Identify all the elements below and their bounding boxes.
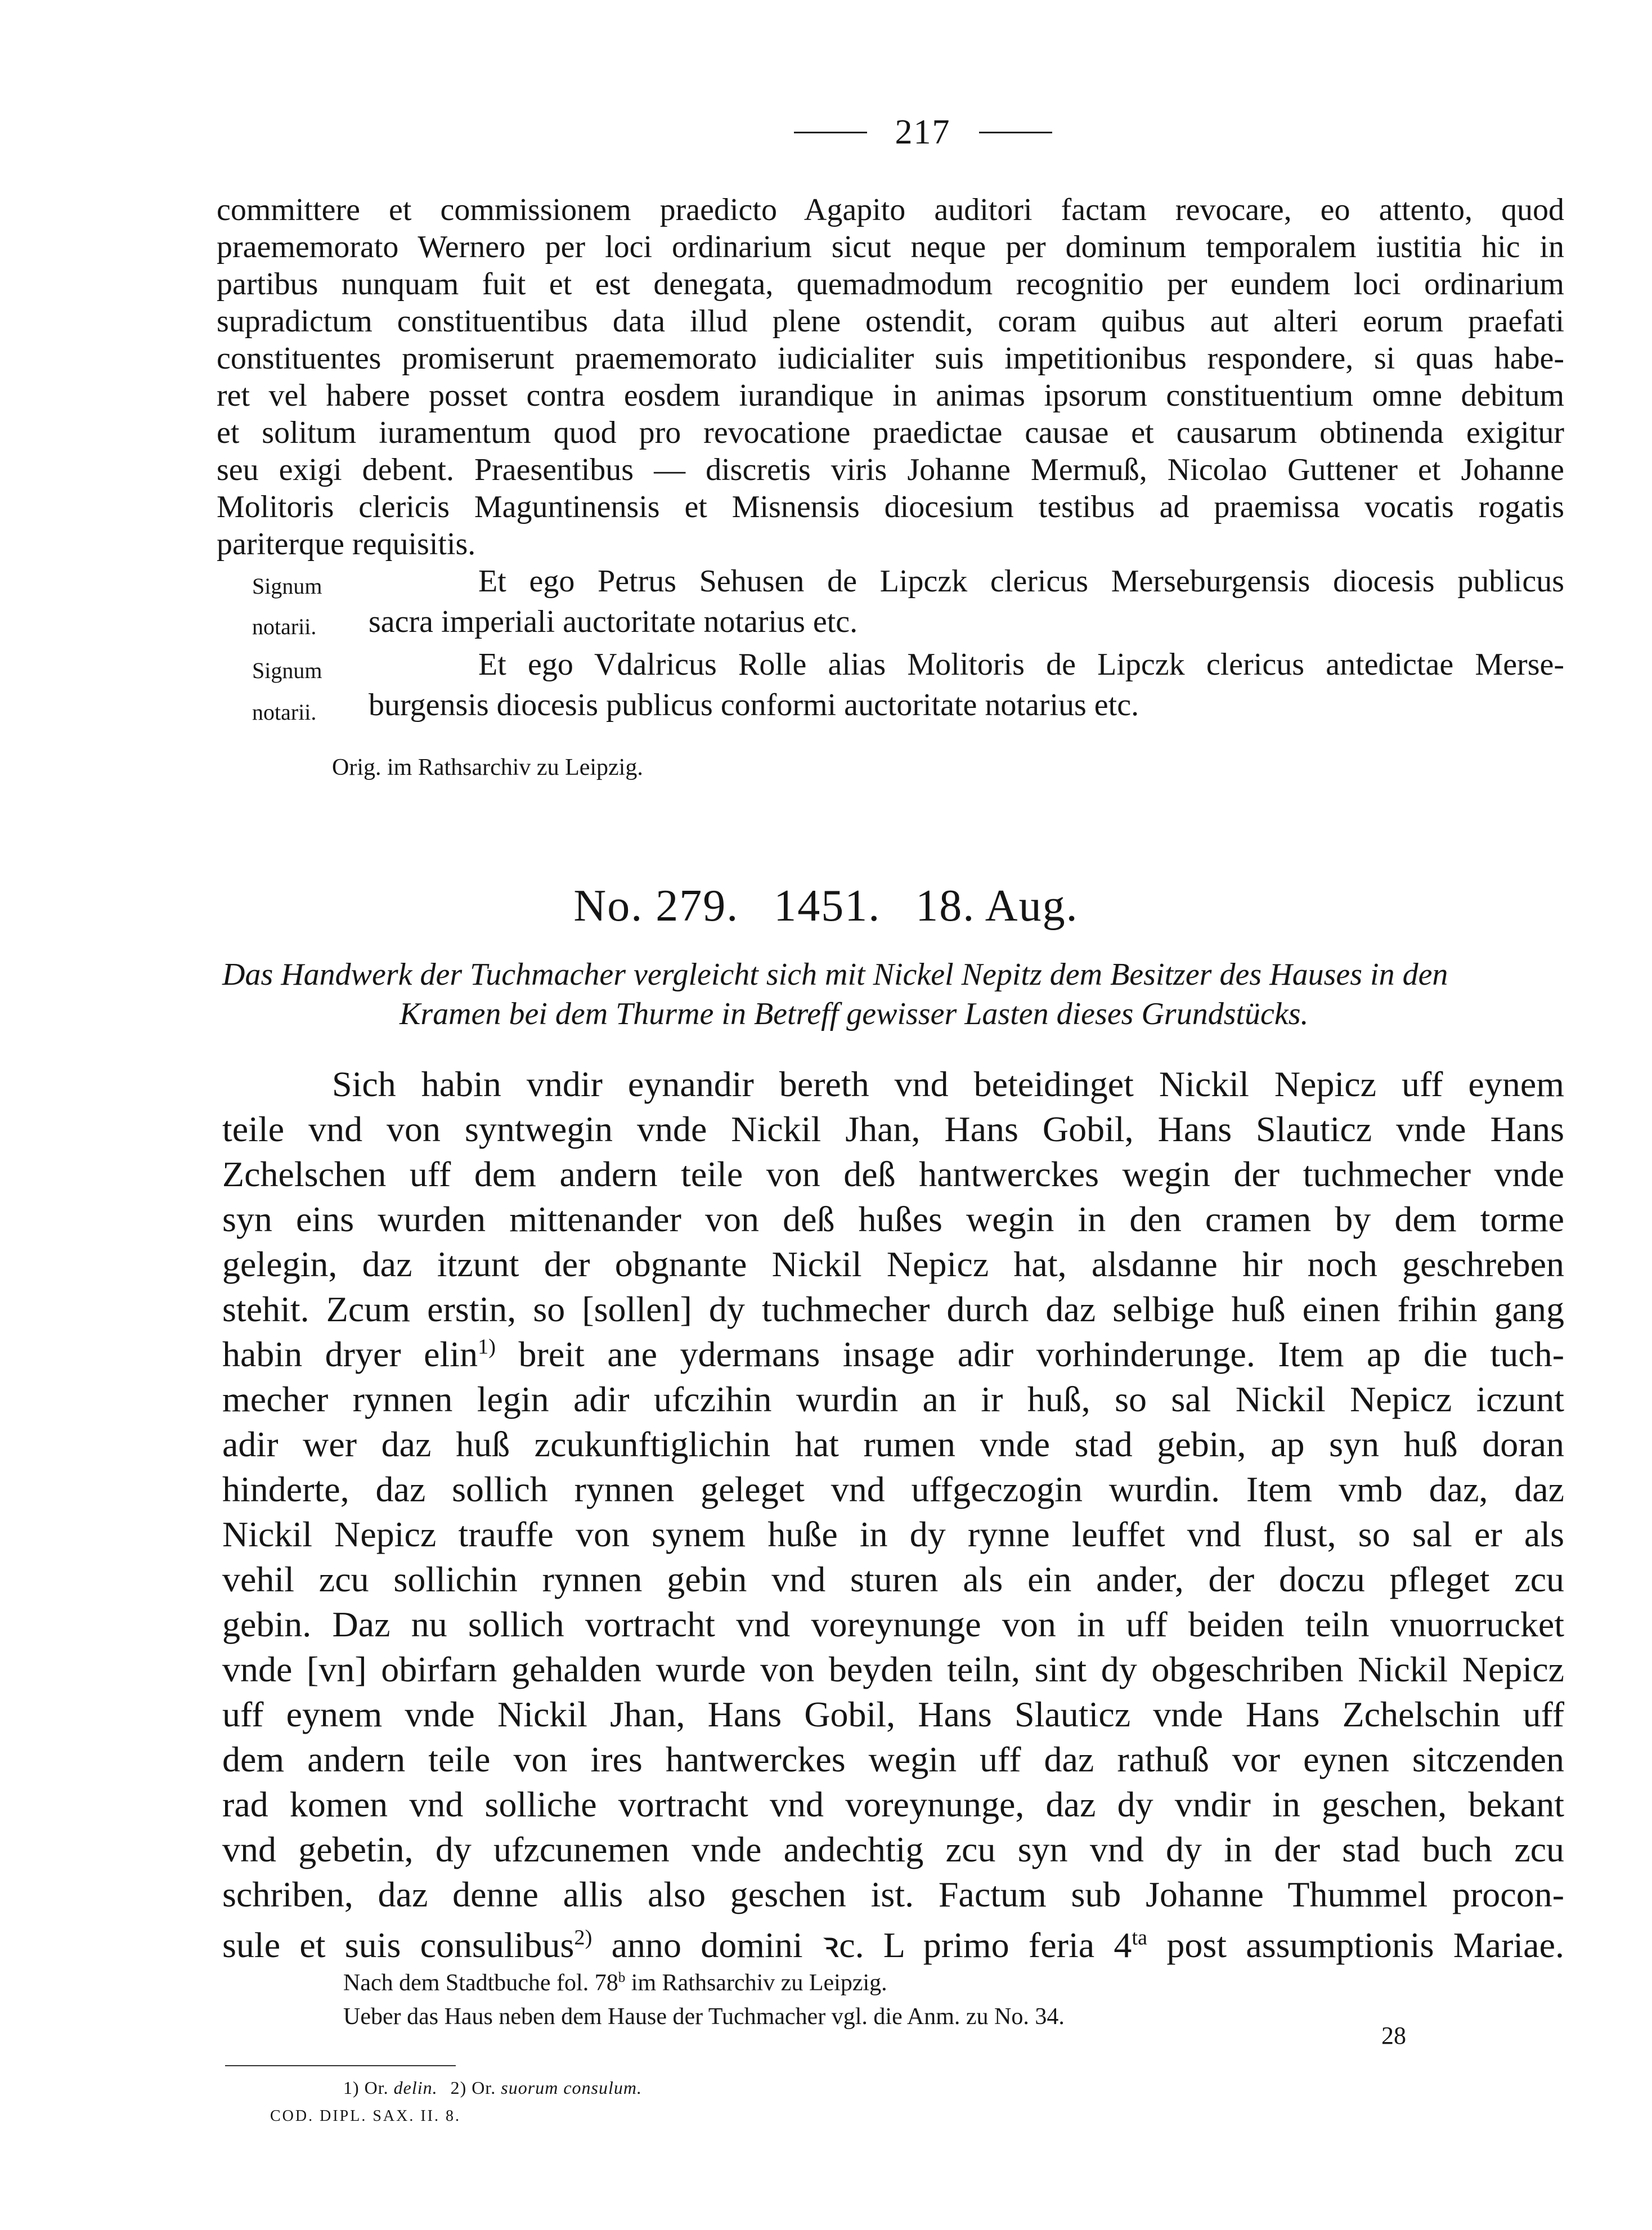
document-subtitle-line: Kramen bei dem Thurme in Betreff gewisser Lasten dieses Grundstücks. [399, 997, 1309, 1031]
page-number: 217 [895, 113, 951, 151]
text-line: syn eins wurden mittenander von deß hußes wegin in den cramen by dem torme [222, 1199, 1564, 1239]
document-number: No. 279. [573, 881, 739, 931]
notarii-label: notarii. [252, 614, 317, 639]
text-line: supradictum constituentibus data illud plene ostendit, coram quibus aut alteri eorum praefati [217, 304, 1564, 339]
header-rule-right [979, 132, 1052, 133]
footnote-marker: 2) [574, 1926, 592, 1950]
signum-label: Signum [252, 658, 322, 683]
footnote-label: 2) Or. [450, 2078, 496, 2098]
text-segment: sule et suis consulibus [222, 1925, 574, 1965]
source-note: Ueber das Haus neben dem Hause der Tuchmacher vgl. die Anm. zu No. 34. [343, 2004, 1065, 2030]
page-header [776, 110, 1069, 155]
footnote-text: suorum consulum. [501, 2078, 642, 2098]
text-line: ret vel habere posset contra eosdem iurandique in animas ipsorum constituentium omne debitum [217, 378, 1564, 413]
source-note: Orig. im Rathsarchiv zu Leipzig. [332, 755, 643, 780]
text-segment: Nach dem Stadtbuche fol. 78 [343, 1970, 618, 1996]
text-line: teile vnd von syntwegin vnde Nickil Jhan, Hans Gobil, Hans Slauticz vnde Hans [222, 1109, 1564, 1149]
text-line: schriben, daz denne allis also geschen ist. Factum sub Johanne Thummel procon- [222, 1874, 1564, 1914]
text-line: partibus nunquam fuit et est denegata, quemadmodum recognitio per eundem loci ordinarium [217, 267, 1564, 302]
text-line: constituentes promiserunt praememorato iudicialiter suis impetitionibus respondere, si quas habe- [217, 341, 1564, 376]
superscript: ta [1132, 1926, 1148, 1950]
text-segment: breit ane ydermans insage adir vorhinderunge. Item ap die tuch- [496, 1334, 1565, 1374]
footnote-rule [225, 2065, 456, 2066]
text-segment: post assumptionis Mariae. [1147, 1925, 1564, 1965]
text-line [222, 1334, 1564, 1375]
document-year: 1451. [774, 881, 881, 931]
notary-line: Et ego Vdalricus Rolle alias Molitoris de Lipczk clericus antedictae Merse- [478, 647, 1564, 682]
text-segment: im Rathsarchiv zu Leipzig. [625, 1970, 887, 1996]
footnote-marker: 1) [478, 1335, 496, 1359]
text-segment: anno domini ꝛc. L primo feria 4 [592, 1925, 1132, 1965]
text-line: rad komen vnd solliche vortracht vnd voreynunge, daz dy vndir in geschen, bekant [222, 1784, 1564, 1824]
notary-line: burgensis diocesis publicus conformi auctoritate notarius etc. [369, 688, 1139, 723]
text-line: et solitum iuramentum quod pro revocatione praedictae causae et causarum obtinenda exigitur [217, 415, 1564, 450]
text-line: praememorato Wernero per loci ordinarium sicut neque per dominum temporalem iustitia hic in [217, 230, 1564, 264]
document-subtitle-line: Das Handwerk der Tuchmacher vergleicht sich mit Nickel Nepitz dem Besitzer des Hauses in den [222, 957, 1448, 992]
text-line: seu exigi debent. Praesentibus — discretis viris Johanne Mermuß, Nicolao Guttener et Johanne [217, 452, 1564, 487]
codex-signature: COD. DIPL. SAX. II. 8. [270, 2107, 461, 2125]
text-line: gebin. Daz nu sollich vortracht vnd voreynunge von in uff beiden teiln vnuorrucket [222, 1604, 1564, 1644]
text-line: pariterque requisitis. [217, 527, 476, 562]
source-note [343, 1969, 887, 1996]
notary-line: Et ego Petrus Sehusen de Lipczk clericus Merseburgensis diocesis publicus [478, 564, 1564, 599]
text-line: vehil zcu sollichin rynnen gebin vnd sturen als ein ander, der doczu pfleget zcu [222, 1559, 1564, 1599]
text-line: committere et commissionem praedicto Agapito auditori factam revocare, eo attento, quod [217, 192, 1564, 227]
text-line: Zchelschen uff dem andern teile von deß hantwerckes wegin der tuchmecher vnde [222, 1154, 1564, 1194]
document-title [0, 881, 1652, 932]
notary-line: sacra imperiali auctoritate notarius etc. [369, 604, 858, 639]
text-line: mecher rynnen legin adir ufczihin wurdin an ir huß, so sal Nickil Nepicz iczunt [222, 1379, 1564, 1419]
text-segment: habin dryer elin [222, 1334, 478, 1374]
sheet-signature: 28 [1381, 2022, 1406, 2049]
text-line [222, 1919, 1564, 1968]
text-line: adir wer daz huß zcukunftiglichin hat rumen vnde stad gebin, ap syn huß doran [222, 1424, 1564, 1464]
text-line: gelegin, daz itzunt der obgnante Nickil Nepicz hat, alsdanne hir noch geschreben [222, 1244, 1564, 1284]
signum-label: Signum [252, 573, 322, 599]
text-line: hinderte, daz sollich rynnen geleget vnd uffgeczogin wurdin. Item vmb daz, daz [222, 1469, 1564, 1509]
text-line: Molitoris clericis Maguntinensis et Misnensis diocesium testibus ad praemissa vocatis rogatis [217, 490, 1564, 524]
text-line: dem andern teile von ires hantwerckes wegin uff daz rathuß vor eynen sitczenden [222, 1739, 1564, 1779]
text-line: Sich habin vndir eynandir bereth vnd beteidinget Nickil Nepicz uff eynem [332, 1064, 1564, 1104]
text-line: Nickil Nepicz trauffe von synem huße in dy rynne leuffet vnd flust, so sal er als [222, 1514, 1564, 1554]
notarii-label: notarii. [252, 699, 317, 725]
text-line: vnd gebetin, dy ufzcunemen vnde andechtig zcu syn vnd dy in der stad buch zcu [222, 1829, 1564, 1869]
text-line: stehit. Zcum erstin, so [sollen] dy tuchmecher durch daz selbige huß einen frihin gang [222, 1289, 1564, 1329]
footnotes [343, 2078, 642, 2098]
superscript: b [618, 1970, 626, 1985]
text-line: vnde [vn] obirfarn gehalden wurde von beyden teiln, sint dy obgeschriben Nickil Nepicz [222, 1649, 1564, 1689]
footnote-label: 1) Or. [343, 2078, 389, 2098]
header-rule-left [794, 132, 867, 133]
document-date: 18. Aug. [915, 881, 1079, 931]
text-line: uff eynem vnde Nickil Jhan, Hans Gobil, Hans Slauticz vnde Hans Zchelschin uff [222, 1694, 1564, 1734]
footnote-text: delin. [393, 2078, 438, 2098]
